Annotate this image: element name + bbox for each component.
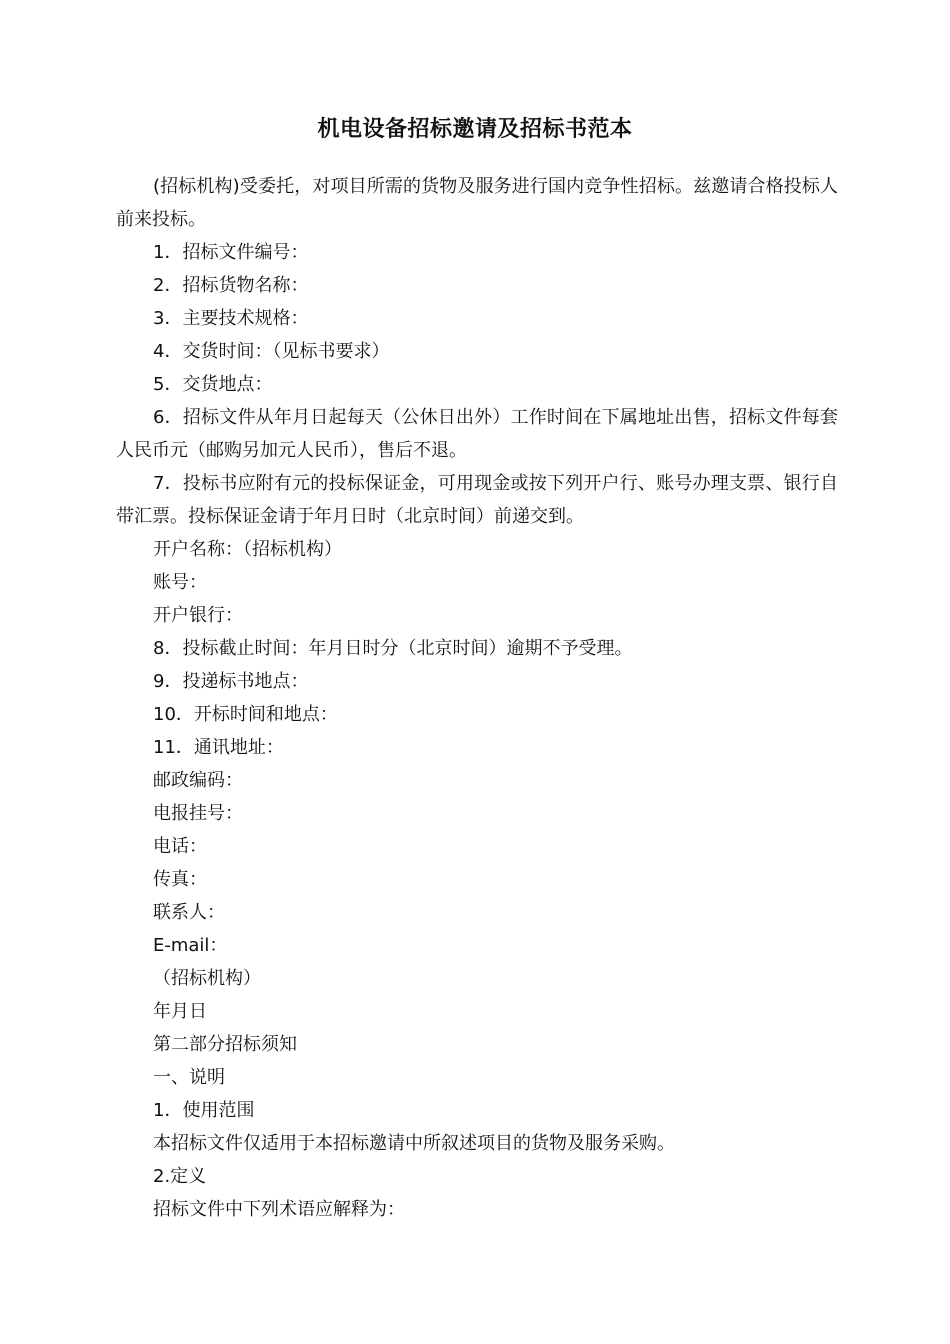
paragraph-item-3: 3．主要技术规格： [153, 308, 309, 329]
paragraph-account-name: 开户名称：（招标机构） [153, 539, 342, 560]
paragraph-item-5: 5．交货地点： [153, 374, 273, 395]
section-heading-explanation: 一、说明 [153, 1067, 225, 1088]
paragraph-bank: 开户银行： [153, 605, 243, 626]
section-heading-part-two: 第二部分招标须知 [153, 1034, 297, 1055]
paragraph-item-2: 2．招标货物名称： [153, 275, 309, 296]
paragraph-item-1: 1．招标文件编号： [153, 242, 309, 263]
paragraph-item-4: 4．交货时间：（见标书要求） [153, 341, 390, 362]
paragraph-fax: 传真： [153, 869, 207, 890]
subsection-definitions: 2.定义 [153, 1166, 207, 1187]
paragraph-item-10: 10．开标时间和地点： [153, 704, 338, 725]
paragraph-item-11: 11．通讯地址： [153, 737, 284, 758]
document-body [116, 170, 838, 1226]
paragraph-signature-org: （招标机构） [153, 968, 261, 989]
paragraph-contact: 联系人： [153, 902, 225, 923]
paragraph-item-6: 6．招标文件从年月日起每天（公休日出外）工作时间在下属地址出售，招标文件每套人民币元（邮购另加元人民币），售后不退。 [116, 407, 838, 461]
paragraph-scope: 本招标文件仅适用于本招标邀请中所叙述项目的货物及服务采购。 [153, 1133, 675, 1154]
paragraph-telegram: 电报挂号： [153, 803, 243, 824]
paragraph-item-7: 7．投标书应附有元的投标保证金，可用现金或按下列开户行、账号办理支票、银行自带汇票。投标保证金请于年月日时（北京时间）前递交到。 [116, 473, 838, 527]
paragraph-account-number: 账号： [153, 572, 207, 593]
paragraph-date: 年月日 [153, 1001, 207, 1022]
paragraph-intro: (招标机构)受委托，对项目所需的货物及服务进行国内竞争性招标。兹邀请合格投标人前来投标。 [116, 176, 838, 230]
paragraph-postcode: 邮政编码： [153, 770, 243, 791]
paragraph-email: E-mail： [153, 935, 228, 956]
paragraph-phone: 电话： [153, 836, 207, 857]
paragraph-item-8: 8．投标截止时间：年月日时分（北京时间）逾期不予受理。 [153, 638, 633, 659]
paragraph-item-9: 9．投递标书地点： [153, 671, 309, 692]
subsection-scope: 1．使用范围 [153, 1100, 255, 1121]
paragraph-definitions: 招标文件中下列术语应解释为： [153, 1199, 405, 1220]
document-title: 机电设备招标邀请及招标书范本 [317, 117, 633, 142]
